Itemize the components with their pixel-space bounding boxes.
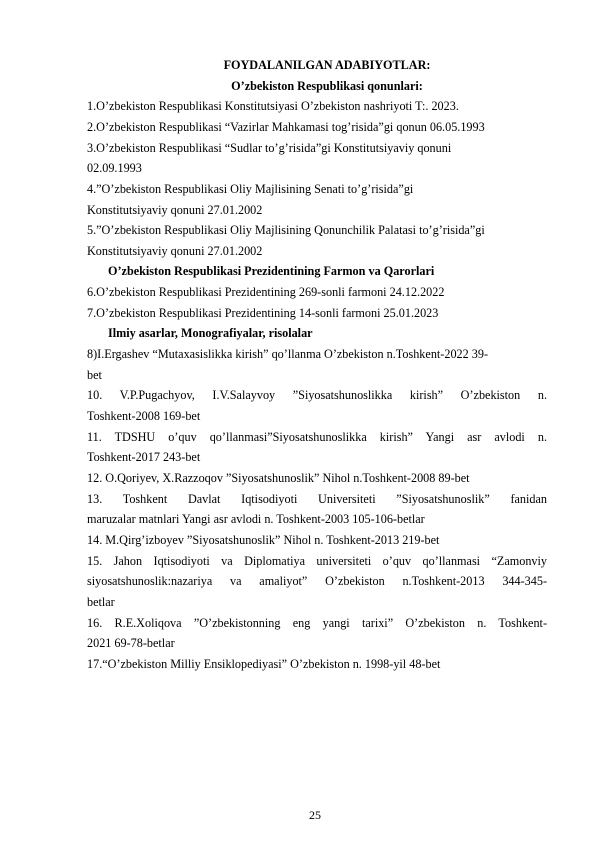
reference-item: 10. V.P.Pugachyov, I.V.Salayvoy ”Siyosatshunoslikka kirish” O’zbekiston n. bbox=[87, 388, 547, 402]
page-title: FOYDALANILGAN ADABIYOTLAR: bbox=[223, 58, 431, 72]
reference-item: 17.“O’zbekiston Milliy Ensiklopediyasi” O’zbekiston n. 1998-yil 48-bet bbox=[87, 657, 441, 671]
reference-item: 12. O.Qoriyev, X.Razzoqov ”Siyosatshunoslik” Nihol n.Toshkent-2008 89-bet bbox=[87, 471, 470, 485]
reference-item: 4.”O’zbekiston Respublikasi Oliy Majlisining Senati to’g’risida”gi bbox=[87, 182, 414, 196]
section-heading-works: Ilmiy asarlar, Monografiyalar, risolalar bbox=[108, 326, 313, 340]
reference-item: 15. Jahon Iqtisodiyoti va Diplomatiya universiteti o’quv qo’llanmasi “Zamonviy bbox=[87, 554, 547, 568]
reference-item: betlar bbox=[87, 595, 115, 609]
section-heading-decrees: O’zbekiston Respublikasi Prezidentining Farmon va Qarorlari bbox=[108, 264, 435, 278]
reference-item: 2021 69-78-betlar bbox=[87, 636, 175, 650]
reference-item: 2.O’zbekiston Respublikasi “Vazirlar Mahkamasi tog’risida”gi qonun 06.05.1993 bbox=[87, 120, 485, 134]
reference-item: 7.O’zbekiston Respublikasi Prezidentining 14-sonli farmoni 25.01.2023 bbox=[87, 306, 439, 320]
reference-item: Konstitutsiyaviy qonuni 27.01.2002 bbox=[87, 244, 263, 258]
page-number: 25 bbox=[309, 808, 321, 822]
reference-item: Toshkent-2008 169-bet bbox=[87, 409, 201, 423]
reference-item: 13. Toshkent Davlat Iqtisodiyoti Universiteti ”Siyosatshunoslik” fanidan bbox=[87, 492, 547, 506]
reference-item: 16. R.E.Xoliqova ”O’zbekistonning eng yangi tarixi” O’zbekiston n. Toshkent- bbox=[87, 616, 547, 630]
reference-item: Konstitutsiyaviy qonuni 27.01.2002 bbox=[87, 203, 263, 217]
reference-item: siyosatshunoslik:nazariya va amaliyot” O’zbekiston n.Toshkent-2013 344-345- bbox=[87, 574, 547, 588]
reference-item: 6.O’zbekiston Respublikasi Prezidentining 269-sonli farmoni 24.12.2022 bbox=[87, 285, 445, 299]
reference-item: 02.09.1993 bbox=[87, 161, 142, 175]
reference-item: Toshkent-2017 243-bet bbox=[87, 450, 201, 464]
reference-item: 3.O’zbekiston Respublikasi “Sudlar to’g’risida”gi Konstitutsiyaviy qonuni bbox=[87, 141, 452, 155]
reference-item: 8)I.Ergashev “Mutaxasislikka kirish” qo’llanma O’zbekiston n.Toshkent-2022 39- bbox=[87, 347, 489, 361]
reference-item: bet bbox=[87, 368, 102, 382]
section-heading-laws: O’zbekiston Respublikasi qonunlari: bbox=[231, 79, 423, 93]
reference-item: 14. M.Qirg’izboyev ”Siyosatshunoslik” Nihol n. Toshkent-2013 219-bet bbox=[87, 533, 440, 547]
reference-item: maruzalar matnlari Yangi asr avlodi n. Toshkent-2003 105-106-betlar bbox=[87, 512, 425, 526]
reference-item: 5.”O’zbekiston Respublikasi Oliy Majlisining Qonunchilik Palatasi to’g’risida”gi bbox=[87, 223, 485, 237]
reference-item: 1.O’zbekiston Respublikasi Konstitutsiyasi O’zbekiston nashriyoti T:. 2023. bbox=[87, 99, 459, 113]
reference-item: 11. TDSHU o’quv qo’llanmasi”Siyosatshunoslikka kirish” Yangi asr avlodi n. bbox=[87, 430, 547, 444]
